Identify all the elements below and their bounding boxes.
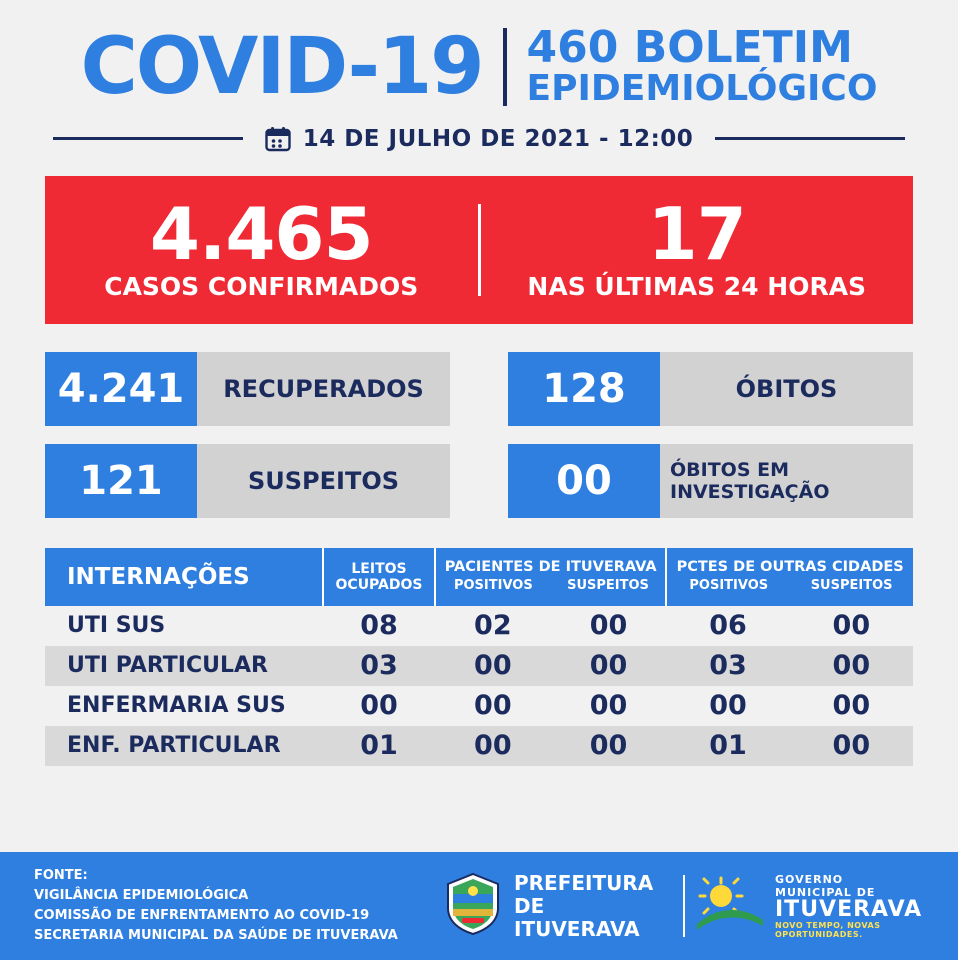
confirmed-cases-block <box>45 192 478 302</box>
title-divider <box>503 28 507 106</box>
prefeitura-line1: PREFEITURA <box>514 870 654 895</box>
enfermaria-sus-local-suspeitos: 00 <box>589 690 628 722</box>
table-head <box>45 548 913 606</box>
confirmed-cases-label: CASOS CONFIRMADOS <box>104 272 419 302</box>
uti-sus-beds: 08 <box>360 610 398 642</box>
stat-suspeitos <box>45 444 450 518</box>
prefeitura-text <box>514 872 673 941</box>
table-row <box>45 726 913 766</box>
date-chunk <box>243 126 716 152</box>
stat-suspeitos-value: 121 <box>45 444 197 518</box>
row-label-uti-sus: UTI SUS <box>67 613 166 639</box>
stat-recuperados <box>45 352 450 426</box>
group-ituverava-suspeitos: SUSPEITOS <box>567 578 649 594</box>
hospitalizations-table <box>45 548 913 766</box>
stat-obitos-investigacao-label: ÓBITOS EM INVESTIGAÇÃO <box>670 458 830 503</box>
row-label-uti-particular: UTI PARTICULAR <box>67 653 268 679</box>
confirmed-cases-value: 4.465 <box>149 192 373 277</box>
table-body <box>45 606 913 766</box>
footer <box>0 852 958 960</box>
group-other-positivos: POSITIVOS <box>689 578 769 594</box>
stat-recuperados-label: RECUPERADOS <box>223 374 424 403</box>
enfermaria-sus-beds: 00 <box>360 690 398 722</box>
group-ituverava-label: PACIENTES DE ITUVERAVA <box>444 559 657 576</box>
table-row <box>45 606 913 646</box>
uti-sus-local-positivos: 02 <box>474 610 512 642</box>
stat-obitos-label: ÓBITOS <box>735 374 838 403</box>
last-24h-value: 17 <box>647 192 746 277</box>
uti-particular-local-positivos: 00 <box>474 650 512 682</box>
divider-left <box>53 137 243 140</box>
column-beds-occupied <box>323 548 435 606</box>
table-row <box>45 686 913 726</box>
source-line-2: COMISSÃO DE ENFRENTAMENTO AO COVID-19 <box>34 908 370 923</box>
bulletin-subtitle <box>526 22 878 109</box>
table-row <box>45 646 913 686</box>
enf-particular-local-positivos: 00 <box>474 730 512 762</box>
group-other-label: PCTES DE OUTRAS CIDADES <box>676 559 904 576</box>
bulletin-number-label: 460 BOLETIM <box>526 22 853 73</box>
title-row <box>40 21 918 112</box>
stat-recuperados-value: 4.241 <box>45 352 197 426</box>
bulletin-type-label: EPIDEMIOLÓGICO <box>526 68 878 109</box>
group-other-suspeitos: SUSPEITOS <box>810 578 893 594</box>
enf-particular-other-positivos: 01 <box>709 730 747 762</box>
uti-sus-other-positivos: 06 <box>709 610 747 642</box>
enf-particular-local-suspeitos: 00 <box>589 730 628 762</box>
government-text <box>775 873 924 939</box>
bulletin-date: 14 DE JULHO DE 2021 - 12:00 <box>302 125 694 152</box>
enf-particular-beds: 01 <box>360 730 398 762</box>
last-24h-label: NAS ÚLTIMAS 24 HORAS <box>527 272 867 302</box>
date-row <box>40 126 918 152</box>
city-crest-icon <box>444 872 502 941</box>
header <box>0 0 958 152</box>
stat-obitos <box>508 352 913 426</box>
table-header-row <box>45 548 913 606</box>
column-group-other-cities <box>666 548 913 606</box>
government-line1: GOVERNO MUNICIPAL DE <box>775 873 876 899</box>
uti-sus-other-suspeitos: 00 <box>832 610 871 642</box>
calendar-icon <box>265 126 291 152</box>
page-title: COVID-19 <box>80 21 483 112</box>
government-slogan: NOVO TEMPO, NOVAS OPORTUNIDADES. <box>775 921 881 939</box>
uti-particular-other-positivos: 03 <box>709 650 747 682</box>
footer-divider <box>683 875 685 937</box>
table-title: INTERNAÇÕES <box>67 563 250 590</box>
column-beds-line2: OCUPADOS <box>335 576 423 593</box>
stat-obitos-value: 128 <box>508 352 660 426</box>
stats-grid <box>45 352 913 518</box>
enf-particular-other-suspeitos: 00 <box>832 730 871 762</box>
row-label-enf-particular: ENF. PARTICULAR <box>67 733 281 759</box>
government-line2: ITUVERAVA <box>775 897 923 922</box>
enfermaria-sus-other-positivos: 00 <box>709 690 747 722</box>
row-label-enfermaria-sus: ENFERMARIA SUS <box>67 693 286 719</box>
prefeitura-block <box>444 872 673 941</box>
source-title: FONTE: <box>34 867 88 883</box>
uti-particular-beds: 03 <box>360 650 398 682</box>
source-line-1: VIGILÂNCIA EPIDEMIOLÓGICA <box>34 887 249 903</box>
source-block <box>34 866 434 947</box>
uti-particular-other-suspeitos: 00 <box>832 650 871 682</box>
source-line-3: SECRETARIA MUNICIPAL DA SAÚDE DE ITUVERAVA <box>34 928 398 944</box>
last-24h-block <box>481 192 914 302</box>
enfermaria-sus-other-suspeitos: 00 <box>832 690 871 722</box>
stat-obitos-investigacao <box>508 444 913 518</box>
stat-suspeitos-label: SUSPEITOS <box>247 466 400 495</box>
column-group-ituverava <box>435 548 666 606</box>
government-logo-icon <box>695 876 765 937</box>
stat-obitos-investigacao-value: 00 <box>508 444 660 518</box>
column-beds-line1: LEITOS <box>351 560 407 577</box>
divider-right <box>715 137 905 140</box>
confirmed-cases-banner <box>45 176 913 324</box>
prefeitura-line2: DE ITUVERAVA <box>514 893 640 941</box>
uti-sus-local-suspeitos: 00 <box>589 610 628 642</box>
enfermaria-sus-local-positivos: 00 <box>474 690 512 722</box>
uti-particular-local-suspeitos: 00 <box>589 650 628 682</box>
government-logo-block <box>695 873 924 939</box>
group-ituverava-positivos: POSITIVOS <box>453 578 533 594</box>
